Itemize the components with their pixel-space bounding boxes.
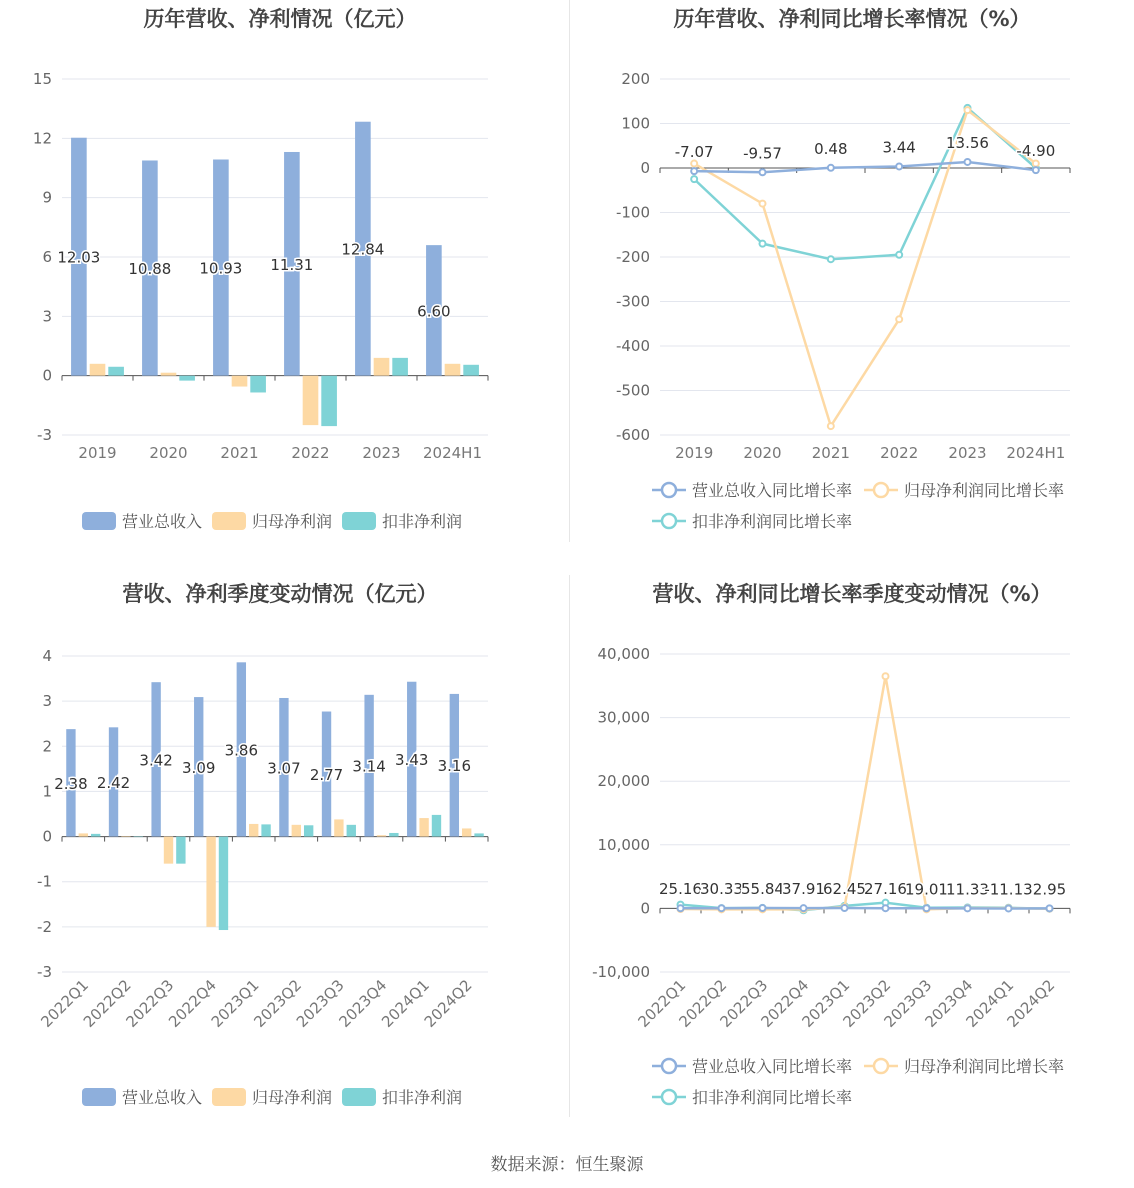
bar [161, 373, 177, 376]
data-label: 0.48 [814, 139, 848, 158]
data-label: 12.84 [341, 240, 385, 259]
x-tick-label: 2022 [291, 444, 330, 462]
legend-swatch [82, 1088, 116, 1106]
data-point [896, 316, 902, 322]
legend-swatch-marker [662, 1090, 676, 1104]
chart-title: 营收、净利同比增长率季度变动情况（%） [652, 582, 1052, 606]
x-tick-label: 2023Q4 [335, 976, 391, 1031]
annual-revenue-profit-svg [0, 0, 560, 570]
data-point [924, 905, 930, 911]
legend-label: 扣非净利润 [382, 512, 463, 531]
data-label: 2.38 [54, 774, 88, 793]
y-tick-label: 40,000 [597, 645, 650, 663]
column-divider-bottom [569, 575, 570, 1117]
y-tick-label: 100 [621, 114, 650, 133]
data-label: 30.33 [700, 880, 743, 899]
legend-swatch [342, 512, 376, 530]
series-line [681, 676, 1050, 909]
x-tick-label: 2024Q1 [378, 976, 433, 1031]
y-tick-label: -300 [615, 292, 650, 311]
x-tick-label: 2023 [362, 444, 401, 462]
data-label: -7.07 [674, 143, 714, 162]
x-tick-label: 2022 [880, 444, 919, 462]
legend-swatch [82, 512, 116, 530]
data-label: 2.77 [309, 766, 344, 785]
data-point [896, 163, 902, 169]
data-label: 3.14 [352, 757, 386, 776]
bar [108, 367, 124, 376]
y-tick-label: 6 [42, 248, 52, 266]
data-point [719, 905, 725, 911]
x-tick-label: 2023Q2 [250, 976, 306, 1031]
y-tick-label: -1 [37, 872, 52, 891]
y-tick-label: -500 [615, 381, 650, 400]
legend-label: 营业总收入同比增长率 [692, 1057, 853, 1076]
data-label: -4.90 [1016, 142, 1056, 161]
bar [164, 837, 173, 864]
data-point [1033, 161, 1039, 167]
bar [445, 364, 461, 376]
data-point [1006, 905, 1012, 911]
legend-label: 扣非净利润同比增长率 [692, 1088, 853, 1107]
data-point [691, 176, 697, 182]
data-point [896, 252, 902, 258]
y-tick-label: 3 [42, 692, 52, 711]
bar [474, 833, 483, 836]
legend-label: 归母净利润 [252, 512, 333, 531]
data-point [842, 905, 848, 911]
y-tick-label: 15 [32, 70, 52, 88]
data-point [828, 423, 834, 429]
bar [392, 358, 408, 376]
x-tick-label: 2020 [149, 444, 188, 462]
legend-swatch-marker [662, 483, 676, 497]
bar [292, 825, 301, 837]
bar [419, 818, 428, 837]
data-label: 62.45 [823, 880, 866, 899]
legend-swatch-marker [874, 1059, 888, 1073]
legend-label: 营业总收入同比增长率 [692, 481, 853, 500]
x-tick-label: 2022Q4 [165, 976, 220, 1031]
data-label: 3.86 [224, 741, 259, 760]
data-point [883, 673, 889, 679]
y-tick-label: 1 [42, 782, 52, 801]
y-tick-label: 0 [42, 366, 52, 385]
y-tick-label: -400 [615, 337, 650, 355]
legend-swatch-marker [874, 483, 888, 497]
data-label: 3.44 [882, 138, 916, 157]
data-label: 3.42 [139, 751, 173, 770]
data-point [965, 159, 971, 165]
data-label: 19.01 [905, 880, 948, 899]
bar [219, 837, 228, 930]
annual-growth-rate-svg [572, 0, 1132, 570]
y-tick-label: -600 [615, 426, 650, 444]
data-point [760, 169, 766, 175]
bar [389, 833, 398, 837]
data-point [965, 905, 971, 911]
y-tick-label: -10,000 [592, 963, 650, 981]
y-tick-label: 20,000 [597, 772, 650, 791]
data-point [760, 905, 766, 911]
bar [79, 833, 88, 836]
quarterly-growth-rate-svg [572, 575, 1132, 1145]
data-label: 11.31 [270, 255, 314, 274]
quarterly-revenue-profit-svg [0, 575, 560, 1145]
chart-annual-revenue-profit [0, 0, 560, 570]
y-tick-label: 3 [42, 307, 52, 326]
x-tick-label: 2023Q3 [880, 976, 936, 1031]
data-label: 10.93 [199, 259, 243, 278]
x-tick-label: 2022Q3 [716, 976, 772, 1031]
bar [232, 376, 248, 387]
x-tick-label: 2023 [948, 444, 987, 462]
chart-annual-growth-rate [572, 0, 1132, 570]
y-tick-label: 10,000 [597, 835, 650, 854]
y-tick-label: 12 [32, 129, 52, 148]
y-tick-label: 9 [42, 188, 52, 207]
bar [134, 837, 143, 838]
bar [176, 837, 185, 864]
x-tick-label: 2022Q1 [634, 976, 690, 1031]
bar [90, 364, 106, 376]
x-tick-label: 2022Q2 [675, 976, 731, 1031]
x-tick-label: 2023Q3 [292, 976, 348, 1031]
legend-label: 归母净利润同比增长率 [904, 1057, 1065, 1076]
x-tick-label: 2024Q2 [1003, 976, 1059, 1031]
data-source-note: 数据来源：恒生聚源 [490, 1155, 644, 1175]
y-tick-label: 200 [621, 70, 650, 88]
legend-swatch-marker [662, 1059, 676, 1073]
data-point [828, 256, 834, 262]
bar [321, 376, 337, 426]
chart-quarterly-growth-rate [572, 575, 1132, 1145]
x-tick-label: 2022Q3 [122, 976, 178, 1031]
data-label: 55.84 [741, 880, 784, 899]
data-point [691, 161, 697, 167]
x-tick-label: 2023Q4 [921, 976, 977, 1031]
data-point [678, 905, 684, 911]
bar [250, 376, 266, 393]
y-tick-label: 0 [42, 827, 52, 846]
y-tick-label: -2 [37, 917, 52, 936]
data-point [828, 165, 834, 171]
bar [334, 819, 343, 836]
data-label: 2.42 [96, 773, 131, 792]
y-tick-label: -3 [37, 963, 52, 981]
bar [303, 376, 319, 425]
data-label: 10.88 [128, 260, 172, 279]
data-point [1047, 905, 1053, 911]
legend-swatch [342, 1088, 376, 1106]
data-label: 3.09 [182, 758, 216, 777]
y-tick-label: -3 [37, 426, 52, 444]
y-tick-label: 0 [640, 159, 650, 177]
legend-label: 营业总收入 [122, 1088, 203, 1107]
x-tick-label: 2019 [78, 444, 117, 462]
data-label: 3.43 [395, 751, 429, 770]
data-label: 27.16 [864, 880, 907, 899]
data-label: 25.16 [659, 880, 702, 899]
chart-title: 历年营收、净利同比增长率情况（%） [673, 7, 1031, 31]
y-tick-label: 4 [42, 647, 52, 665]
data-point [760, 201, 766, 207]
legend-swatch-marker [662, 514, 676, 528]
x-tick-label: 2024Q2 [420, 976, 476, 1031]
data-label: 11.33 [946, 880, 989, 899]
chart-title: 营收、净利季度变动情况（亿元） [122, 582, 438, 606]
series-line [694, 108, 1036, 259]
x-tick-label: 2022Q2 [79, 976, 135, 1031]
legend-label: 归母净利润同比增长率 [904, 481, 1065, 500]
x-tick-label: 2024Q1 [962, 976, 1018, 1031]
x-tick-label: 2022Q4 [757, 976, 813, 1031]
bar [432, 815, 441, 837]
y-tick-label: 2 [42, 737, 52, 756]
legend-swatch [212, 1088, 246, 1106]
data-point [883, 905, 889, 911]
y-tick-label: 0 [640, 899, 650, 918]
x-tick-label: 2023Q1 [207, 976, 263, 1031]
bar [462, 828, 471, 836]
legend-label: 归母净利润 [252, 1088, 333, 1107]
legend-swatch [212, 512, 246, 530]
data-label: 12.03 [57, 248, 101, 267]
data-label: 3.16 [437, 757, 472, 776]
bar [121, 836, 130, 837]
legend-label: 扣非净利润同比增长率 [692, 512, 853, 531]
data-label: 13.56 [946, 133, 989, 152]
x-tick-label: 2022Q1 [37, 976, 93, 1031]
bar [91, 834, 100, 837]
bar [179, 376, 195, 381]
x-tick-label: 2024H1 [1006, 444, 1066, 462]
data-point [965, 107, 971, 113]
y-tick-label: -100 [615, 203, 650, 222]
bar [261, 824, 270, 836]
legend-label: 扣非净利润 [382, 1088, 463, 1107]
x-tick-label: 2019 [675, 444, 714, 462]
data-point [801, 905, 807, 911]
x-tick-label: 2023Q1 [798, 976, 854, 1031]
bar [374, 358, 390, 376]
bar [377, 835, 386, 836]
x-tick-label: 2021 [220, 444, 259, 462]
bar [463, 365, 479, 376]
y-tick-label: -200 [615, 248, 650, 266]
data-point [691, 168, 697, 174]
chart-quarterly-revenue-profit [0, 575, 560, 1145]
data-label: 37.91 [782, 880, 825, 899]
data-label: -9.57 [743, 144, 782, 163]
data-label: 6.60 [417, 302, 451, 321]
column-divider-top [569, 0, 570, 542]
chart-title: 历年营收、净利情况（亿元） [143, 7, 417, 31]
data-label: -11.13 [984, 880, 1033, 899]
y-tick-label: 30,000 [597, 708, 650, 727]
data-label: 2.95 [1032, 880, 1067, 899]
x-tick-label: 2024H1 [423, 444, 482, 462]
bar [249, 824, 258, 837]
data-point [760, 241, 766, 247]
x-tick-label: 2021 [811, 444, 850, 462]
data-label: 3.07 [267, 759, 301, 778]
bar [347, 825, 356, 837]
data-point [1033, 167, 1039, 173]
bar [304, 825, 313, 836]
legend-label: 营业总收入 [122, 512, 203, 531]
x-tick-label: 2020 [743, 444, 782, 462]
bar [206, 837, 215, 927]
x-tick-label: 2023Q2 [839, 976, 895, 1031]
